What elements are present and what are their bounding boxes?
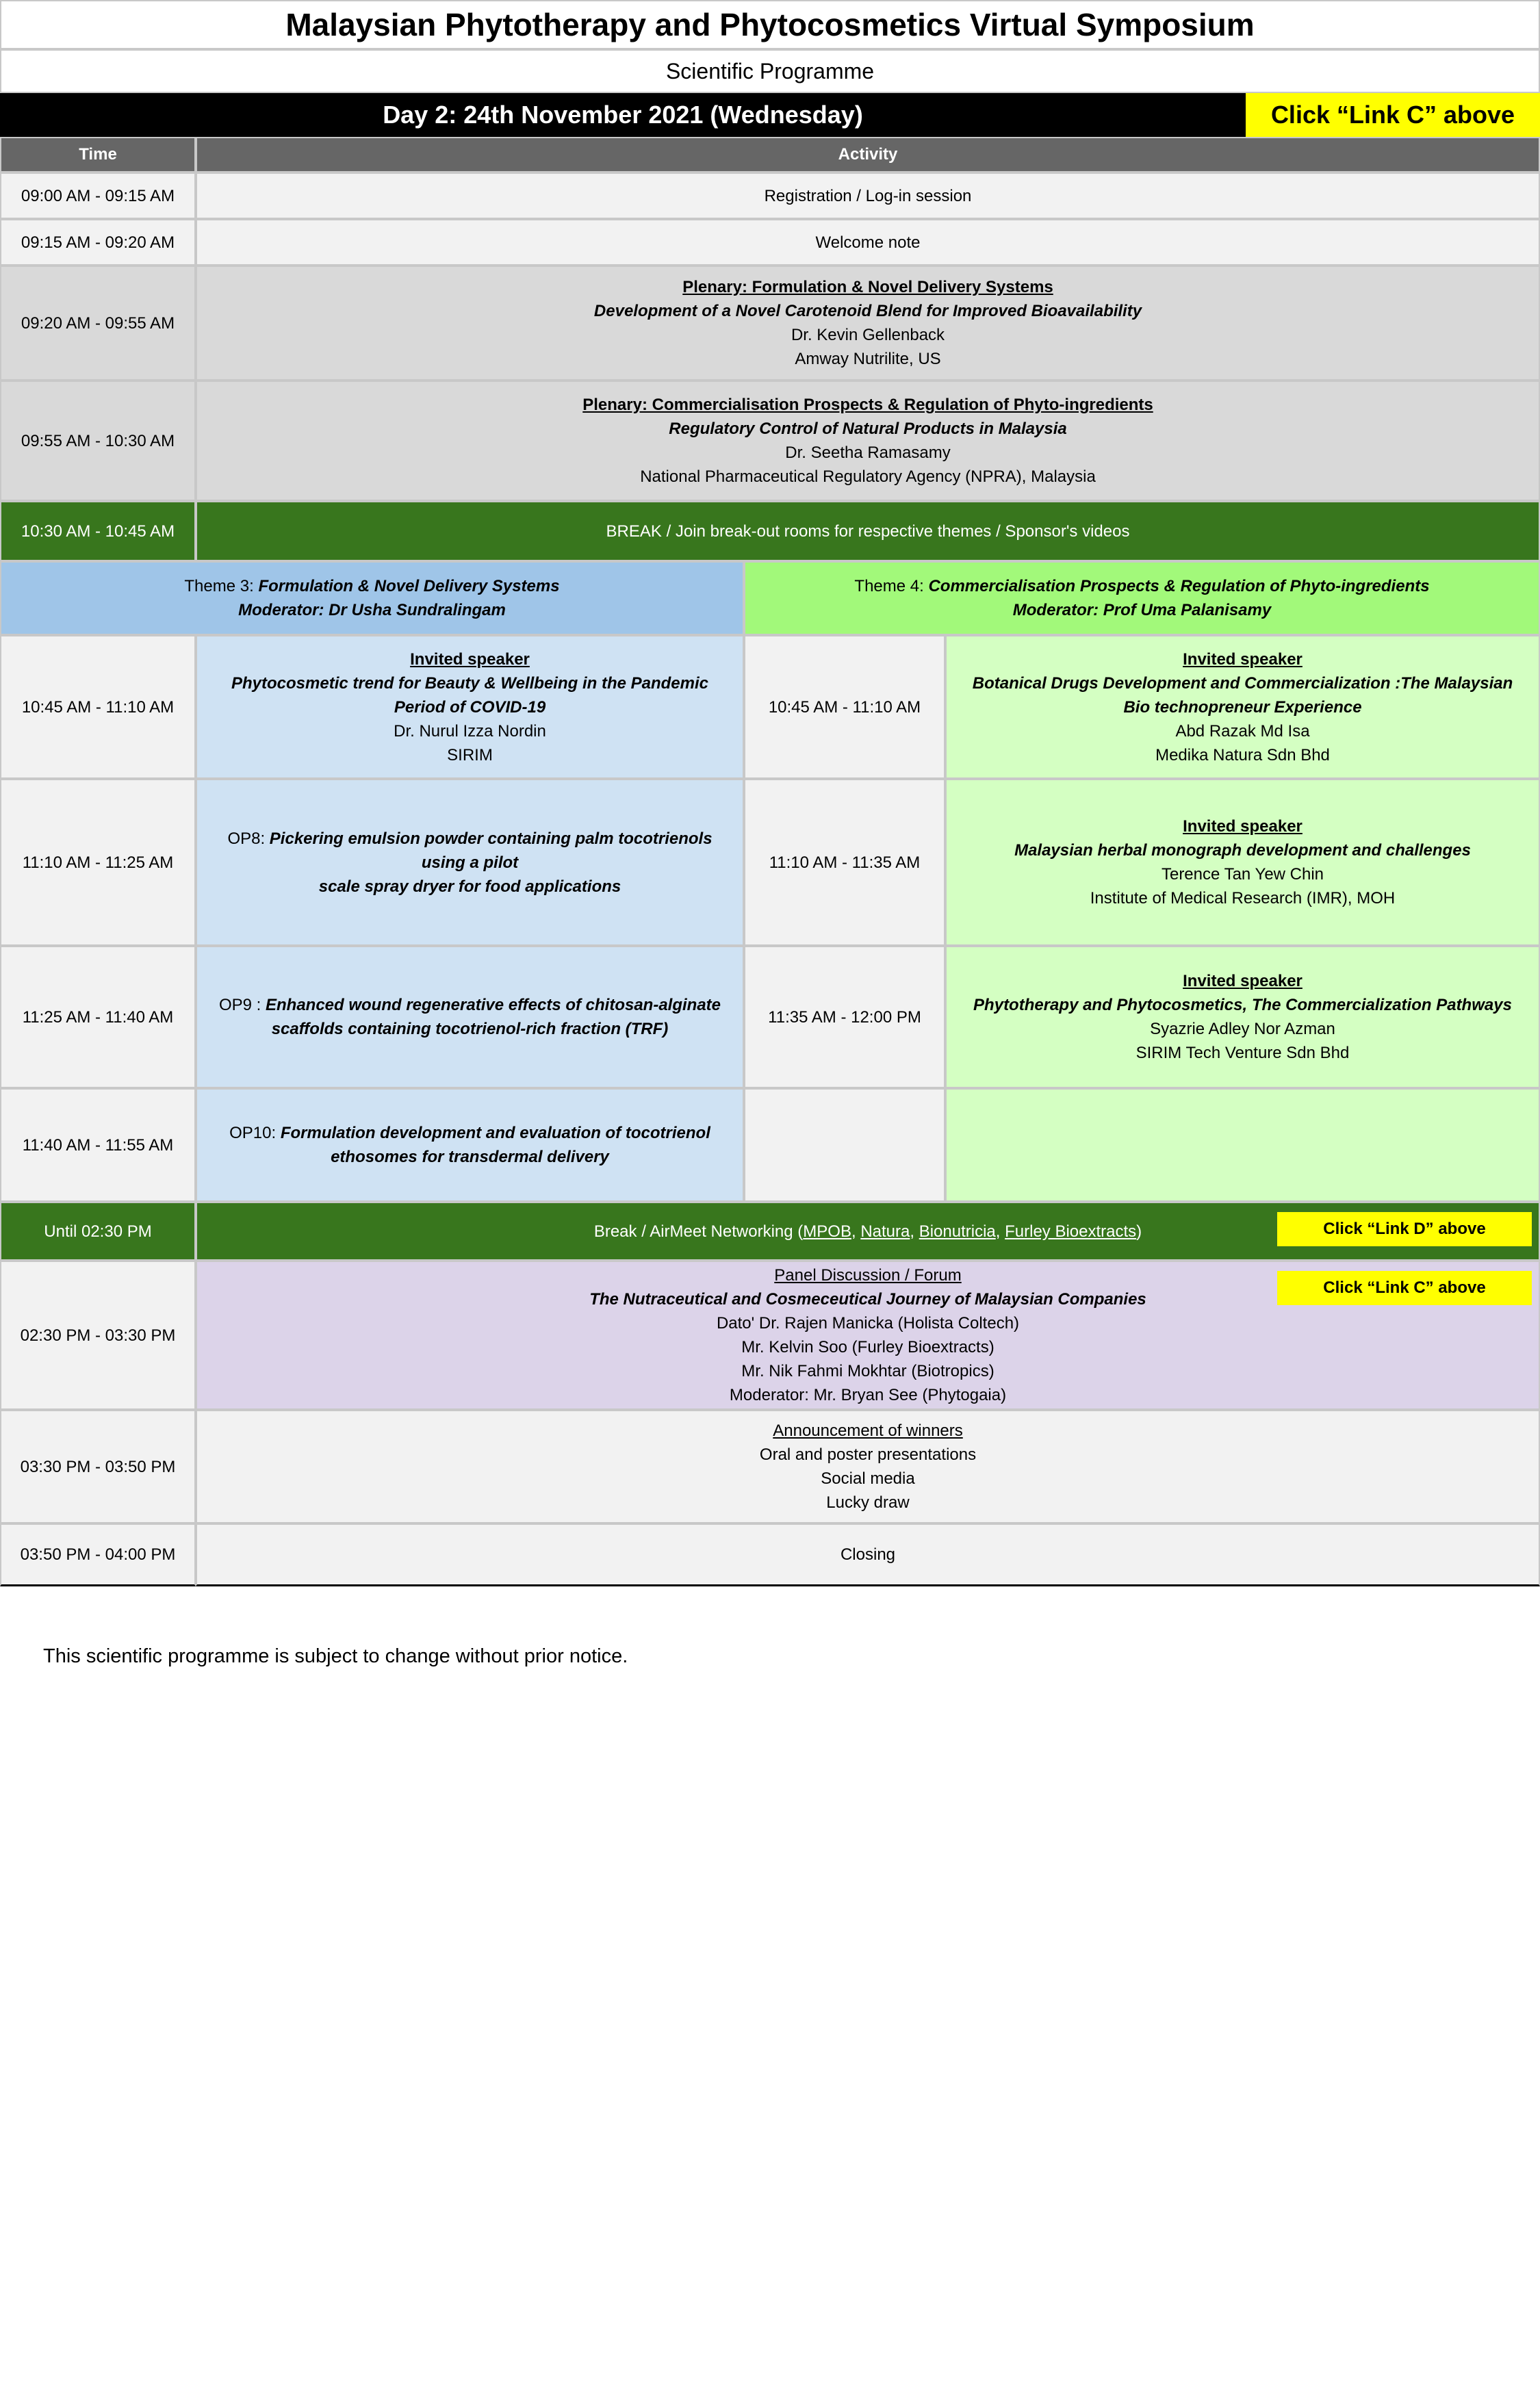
winners-item: Oral and poster presentations xyxy=(759,1445,977,1464)
invited-speaker-label: Invited speaker xyxy=(1183,972,1302,990)
page-title: Malaysian Phytotherapy and Phytocosmetics Virtual Symposium xyxy=(0,0,1540,49)
talk-title: Phytocosmetic trend for Beauty & Wellbeing in the Pandemic xyxy=(231,673,709,693)
time-cell: 03:50 PM - 04:00 PM xyxy=(0,1523,196,1586)
link-c-button[interactable]: Click “Link C” above xyxy=(1277,1271,1532,1305)
theme3-session-cell: OP10: Formulation development and evaluation of tocotrienol ethosomes for transdermal delivery xyxy=(196,1088,744,1202)
speaker-name: Dr. Seetha Ramasamy xyxy=(785,443,951,462)
empty-theme4-cell xyxy=(945,1088,1540,1202)
invited-speaker-label: Invited speaker xyxy=(1183,649,1302,669)
winners-item: Social media xyxy=(821,1469,915,1488)
time-cell: 09:20 AM - 09:55 AM xyxy=(0,266,196,381)
activity-cell: Closing xyxy=(196,1523,1540,1586)
theme3-session-cell: OP8: Pickering emulsion powder containing palm tocotrienols using a pilot scale spray dryer for food applications xyxy=(196,779,744,946)
time-cell: 11:40 AM - 11:55 AM xyxy=(0,1088,196,1202)
speaker-affiliation: Amway Nutrilite, US xyxy=(795,350,941,368)
time-cell: 03:30 PM - 03:50 PM xyxy=(0,1410,196,1523)
activity-cell: Welcome note xyxy=(196,219,1540,266)
time-cell: 10:45 AM - 11:10 AM xyxy=(744,635,945,779)
talk-title: Botanical Drugs Development and Commercialization :The Malaysian xyxy=(972,673,1513,693)
winners-item: Lucky draw xyxy=(826,1493,910,1512)
paper-code: OP10: xyxy=(229,1124,281,1142)
theme4-session-cell xyxy=(945,779,1540,946)
sponsor-link-mpob[interactable]: MPOB xyxy=(803,1222,851,1241)
speaker-affiliation: Medika Natura Sdn Bhd xyxy=(1155,745,1330,764)
speaker-affiliation: SIRIM xyxy=(447,745,493,764)
link-d-button[interactable]: Click “Link D” above xyxy=(1277,1212,1532,1246)
theme3-moderator: Moderator: Dr Usha Sundralingam xyxy=(238,601,506,619)
talk-title: Regulatory Control of Natural Products in Malaysia xyxy=(669,420,1067,438)
footnote: This scientific programme is subject to change without prior notice. xyxy=(43,1645,628,1667)
panel-member: Dato' Dr. Rajen Manicka (Holista Coltech) xyxy=(716,1314,1020,1333)
time-cell: 10:30 AM - 10:45 AM xyxy=(0,501,196,561)
speaker-affiliation: SIRIM Tech Venture Sdn Bhd xyxy=(1135,1044,1350,1062)
time-cell: 09:55 AM - 10:30 AM xyxy=(0,381,196,501)
speaker-name: Dr. Kevin Gellenback xyxy=(791,326,945,344)
speaker-name: Dr. Nurul Izza Nordin xyxy=(394,721,546,741)
invited-speaker-label: Invited speaker xyxy=(1183,817,1302,836)
speaker-name: Terence Tan Yew Chin xyxy=(1161,865,1324,884)
panel-title: The Nutraceutical and Cosmeceutical Journey of Malaysian Companies xyxy=(589,1290,1146,1309)
break-cell: BREAK / Join break-out rooms for respective themes / Sponsor's videos xyxy=(196,501,1540,561)
time-cell: 09:15 AM - 09:20 AM xyxy=(0,219,196,266)
speaker-affiliation: Institute of Medical Research (IMR), MOH xyxy=(1090,889,1396,908)
plenary-cell xyxy=(196,381,1540,501)
day-banner: Day 2: 24th November 2021 (Wednesday) xyxy=(0,93,1246,137)
time-cell: 02:30 PM - 03:30 PM xyxy=(0,1261,196,1410)
activity-cell: Registration / Log-in session xyxy=(196,172,1540,219)
theme4-session-cell xyxy=(945,946,1540,1088)
theme3-session-cell xyxy=(196,635,744,779)
time-cell: 10:45 AM - 11:10 AM xyxy=(0,635,196,779)
panel-member: Mr. Nik Fahmi Mokhtar (Biotropics) xyxy=(741,1362,994,1380)
talk-title: Malaysian herbal monograph development and challenges xyxy=(1014,841,1471,860)
sponsor-link-bionutricia[interactable]: Bionutricia xyxy=(919,1222,996,1241)
column-header-activity: Activity xyxy=(196,137,1540,172)
winners-cell xyxy=(196,1410,1540,1523)
sponsor-link-natura[interactable]: Natura xyxy=(860,1222,910,1241)
time-cell: Until 02:30 PM xyxy=(0,1202,196,1261)
page-subtitle: Scientific Programme xyxy=(0,49,1540,93)
column-header-time: Time xyxy=(0,137,196,172)
time-cell: 11:10 AM - 11:35 AM xyxy=(744,779,945,946)
empty-time-cell xyxy=(744,1088,945,1202)
panel-heading: Panel Discussion / Forum xyxy=(774,1266,962,1285)
panel-member: Mr. Kelvin Soo (Furley Bioextracts) xyxy=(741,1338,994,1356)
time-cell: 11:35 AM - 12:00 PM xyxy=(744,946,945,1088)
talk-title: Development of a Novel Carotenoid Blend for Improved Bioavailability xyxy=(593,302,1142,320)
time-cell: 09:00 AM - 09:15 AM xyxy=(0,172,196,219)
sponsor-link-furley-bioextracts[interactable]: Furley Bioextracts xyxy=(1005,1222,1137,1241)
speaker-name: Syazrie Adley Nor Azman xyxy=(1150,1020,1335,1038)
speaker-affiliation: National Pharmaceutical Regulatory Agency (NPRA), Malaysia xyxy=(640,467,1096,486)
theme4-moderator: Moderator: Prof Uma Palanisamy xyxy=(1012,601,1272,619)
day-link-button[interactable]: Click “Link C” above xyxy=(1246,93,1540,137)
talk-title: Period of COVID-19 xyxy=(394,697,546,717)
time-cell: 11:10 AM - 11:25 AM xyxy=(0,779,196,946)
talk-title: Phytotherapy and Phytocosmetics, The Commercialization Pathways xyxy=(973,996,1512,1014)
networking-cell: Break / AirMeet Networking (MPOB, Natura, Bionutricia, Furley Bioextracts) xyxy=(196,1202,1540,1261)
talk-title: Bio technopreneur Experience xyxy=(1123,697,1362,717)
invited-speaker-label: Invited speaker xyxy=(410,649,530,669)
winners-heading: Announcement of winners xyxy=(773,1421,963,1440)
paper-code: OP9 : xyxy=(218,996,266,1014)
theme4-header: Theme 4: Commercialisation Prospects & Regulation of Phyto-ingredients Moderator: Prof Uma Palanisamy xyxy=(744,561,1540,635)
theme3-session-cell: OP9 : Enhanced wound regenerative effects of chitosan-alginate scaffolds containing tocotrienol-rich fraction (TRF) xyxy=(196,946,744,1088)
plenary-heading: Plenary: Commercialisation Prospects & Regulation of Phyto-ingredients xyxy=(582,396,1153,414)
paper-code: OP8: xyxy=(227,829,270,848)
theme4-session-cell xyxy=(945,635,1540,779)
speaker-name: Abd Razak Md Isa xyxy=(1175,721,1310,741)
plenary-heading: Plenary: Formulation & Novel Delivery Systems xyxy=(682,278,1053,296)
plenary-cell xyxy=(196,266,1540,381)
time-cell: 11:25 AM - 11:40 AM xyxy=(0,946,196,1088)
theme3-header: Theme 3: Formulation & Novel Delivery Systems Moderator: Dr Usha Sundralingam xyxy=(0,561,744,635)
panel-moderator: Moderator: Mr. Bryan See (Phytogaia) xyxy=(729,1386,1007,1404)
